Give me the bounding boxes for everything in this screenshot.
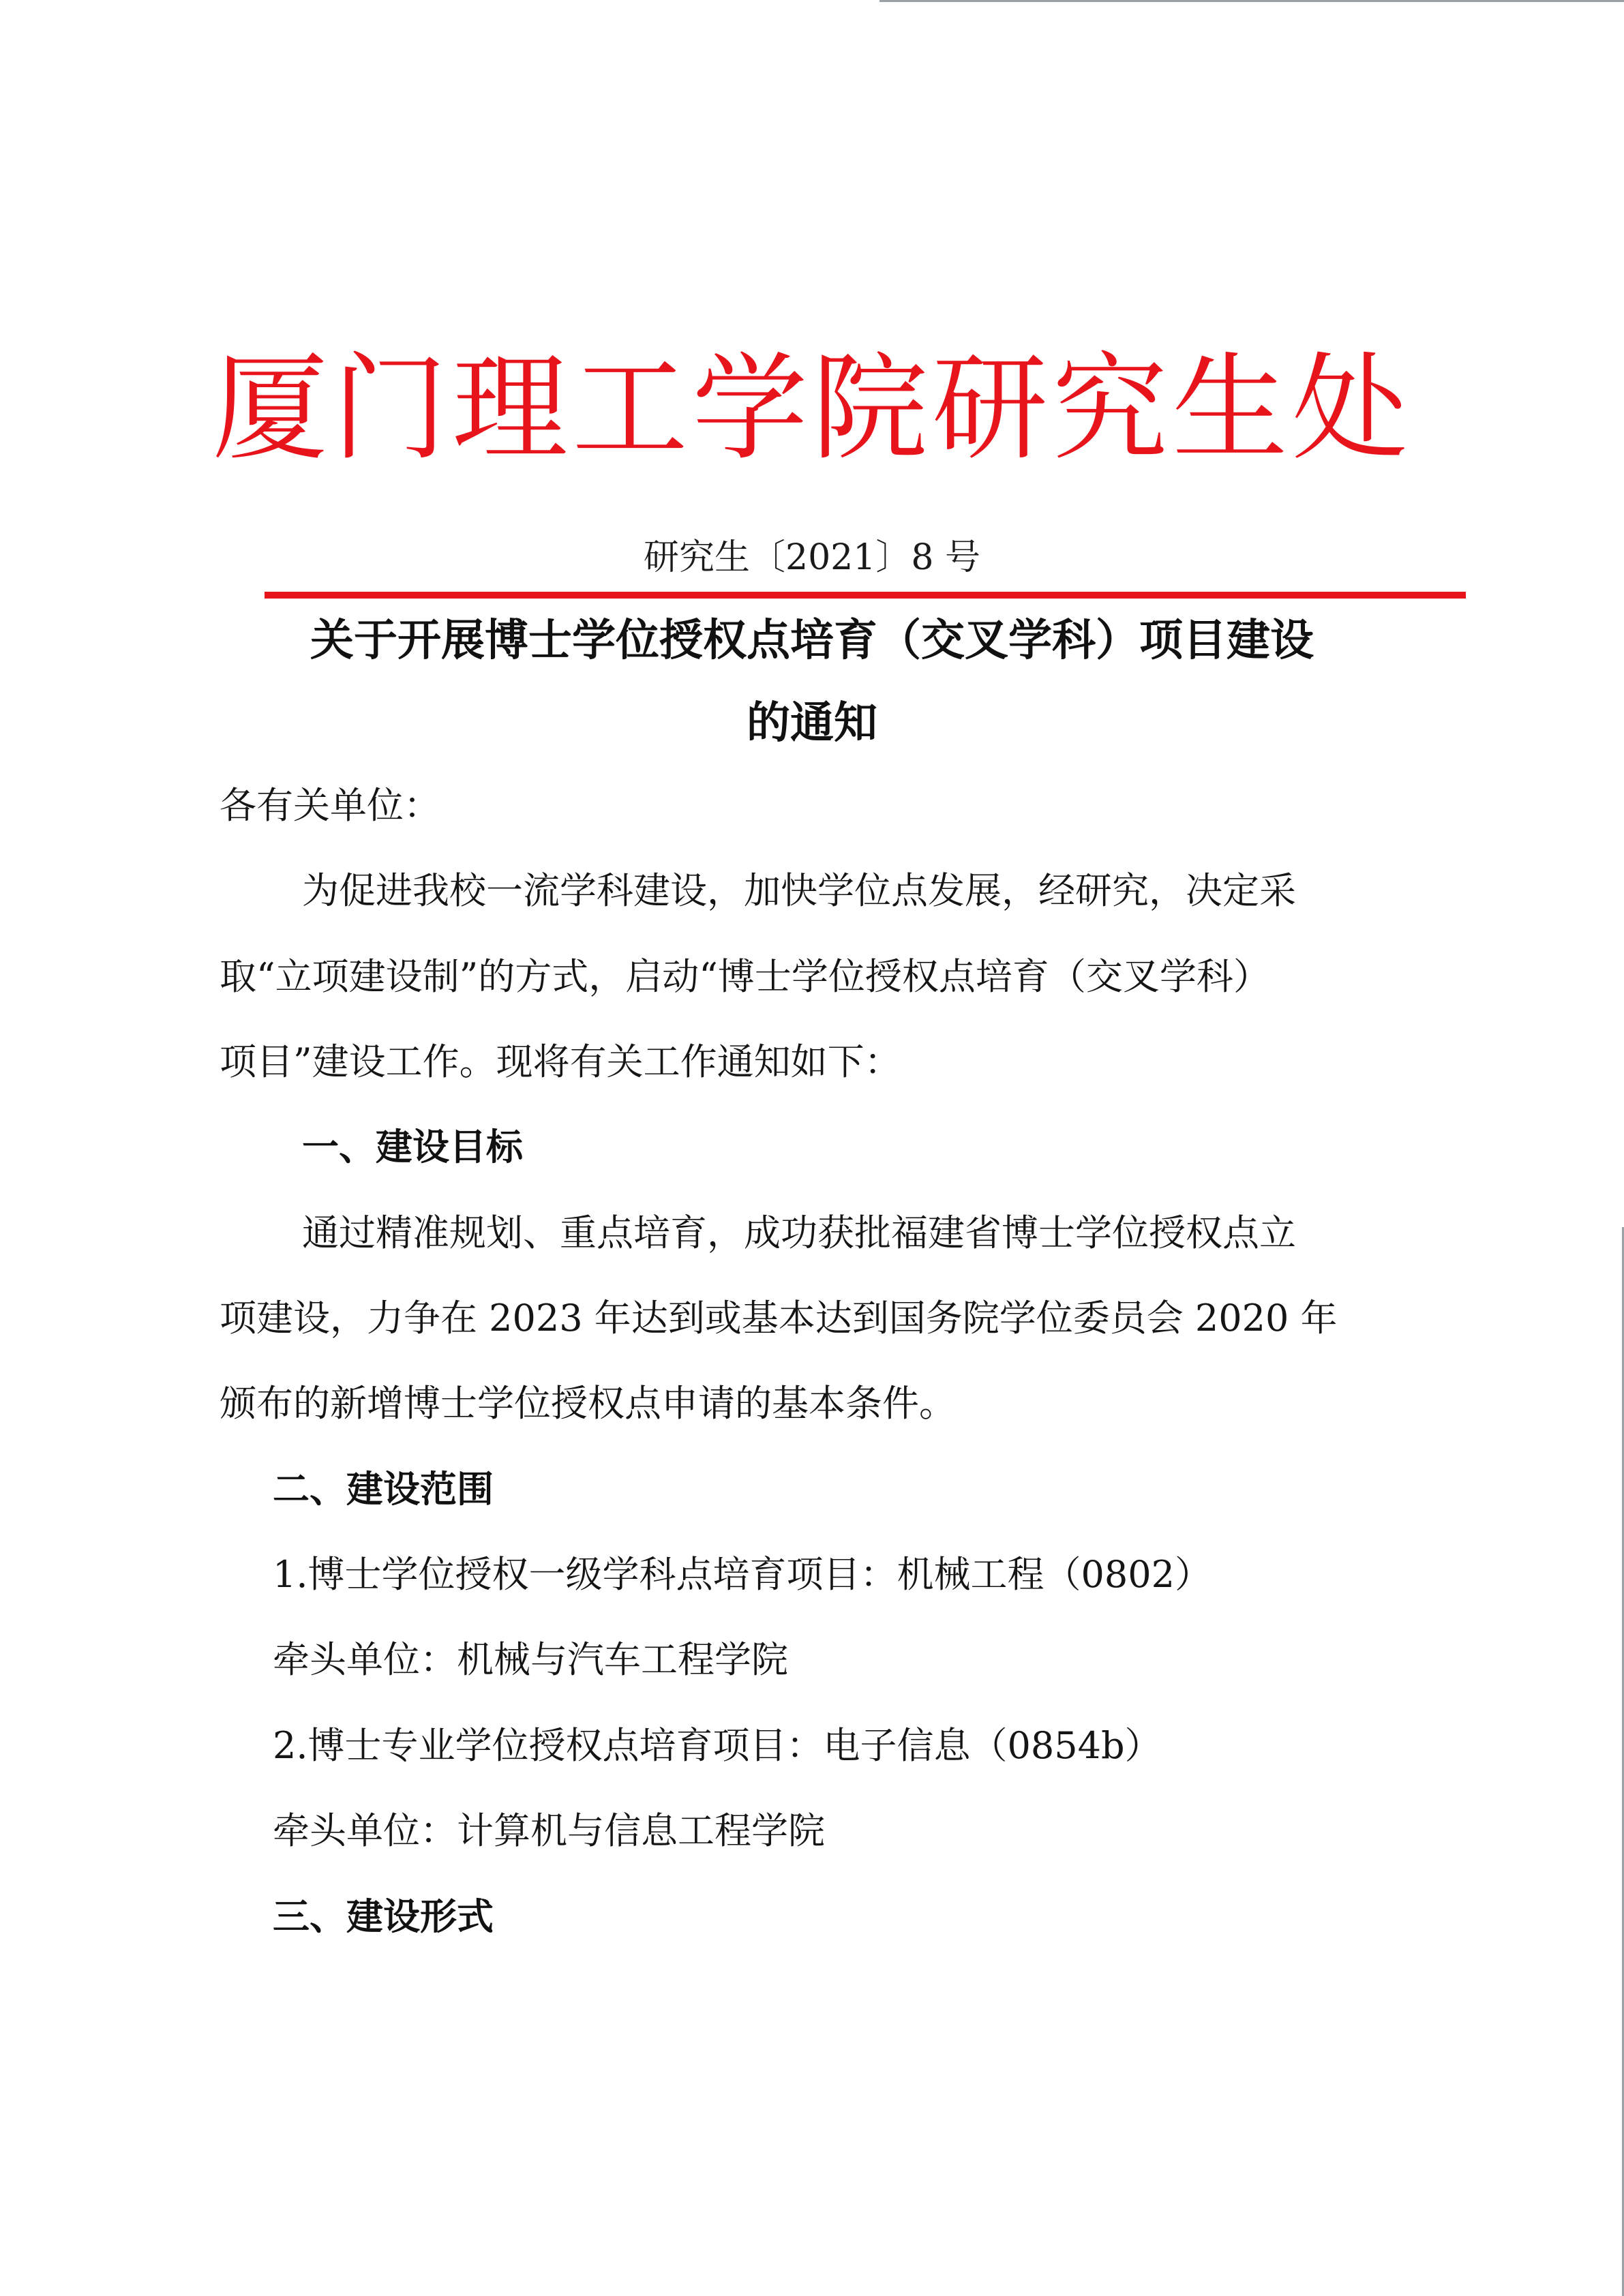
scope-item-1-lead-unit: 牵头单位：机械与汽车工程学院 bbox=[273, 1638, 788, 1681]
scope-item-2: 2.博士专业学位授权点培育项目：电子信息（0854b） bbox=[273, 1724, 1162, 1767]
scan-edge-top bbox=[879, 0, 1624, 2]
section-heading-format: 三、建设形式 bbox=[273, 1895, 494, 1938]
scope-item-1: 1.博士学位授权一级学科点培育项目：机械工程（0802） bbox=[273, 1553, 1212, 1596]
goals-line: 通过精准规划、重点培育，成功获批福建省博士学位授权点立 bbox=[302, 1211, 1296, 1254]
scope-item-2-lead-unit: 牵头单位：计算机与信息工程学院 bbox=[273, 1809, 825, 1852]
notice-title-line2: 的通知 bbox=[747, 698, 877, 749]
intro-line: 为促进我校一流学科建设，加快学位点发展，经研究，决定采 bbox=[302, 869, 1296, 912]
intro-line: 取“立项建设制”的方式，启动“博士学位授权点培育（交叉学科） bbox=[220, 955, 1270, 998]
red-divider-line bbox=[265, 592, 1466, 599]
goals-line: 项建设，力争在 2023 年达到或基本达到国务院学位委员会 2020 年 bbox=[220, 1297, 1338, 1340]
goals-line: 颁布的新增博士学位授权点申请的基本条件。 bbox=[220, 1382, 956, 1425]
intro-line: 项目”建设工作。现将有关工作通知如下： bbox=[220, 1040, 901, 1083]
notice-title-line1: 关于开展博士学位授权点培育（交叉学科）项目建设 bbox=[310, 616, 1314, 666]
section-heading-scope: 二、建设范围 bbox=[273, 1468, 494, 1511]
masthead: 厦门理工学院研究生处 bbox=[211, 342, 1412, 477]
document-number: 研究生〔2021〕8 号 bbox=[644, 537, 980, 578]
salutation: 各有关单位： bbox=[220, 784, 440, 827]
section-heading-goals: 一、建设目标 bbox=[302, 1126, 523, 1168]
